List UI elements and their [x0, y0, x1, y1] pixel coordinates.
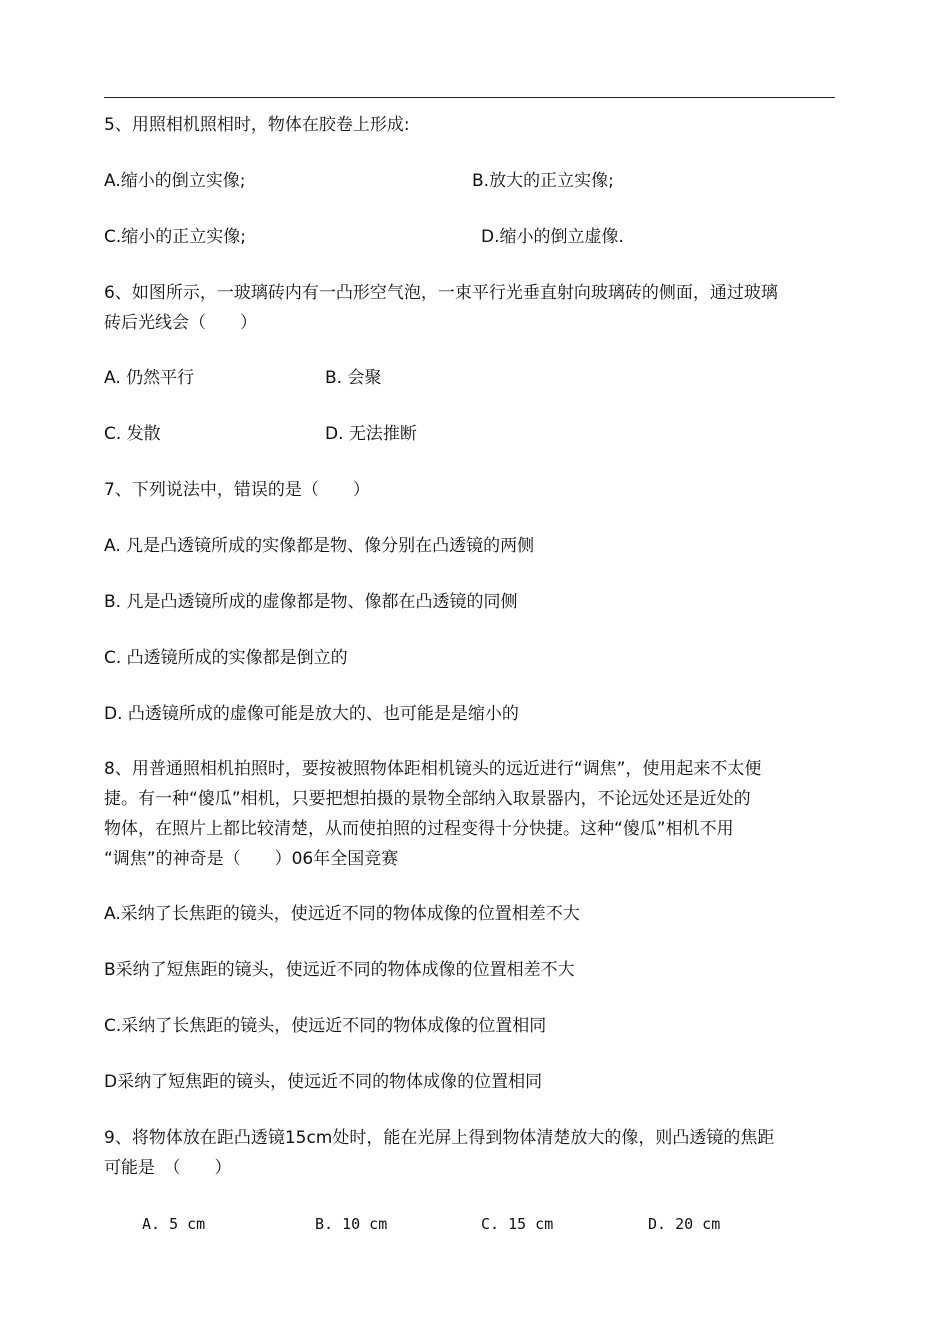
q8-option-d: D采纳了短焦距的镜头，使远近不同的物体成像的位置相同: [104, 1072, 543, 1092]
q8-stem-line2: 捷。有一种“傻瓜”相机，只要把想拍摄的景物全部纳入取景器内，不论远处还是近处的: [104, 789, 751, 809]
q9-option-d: D. 20 cm: [648, 1215, 721, 1233]
q5-option-a: A.缩小的倒立实像;: [104, 171, 246, 191]
q8-option-c: C.采纳了长焦距的镜头，使远近不同的物体成像的位置相同: [104, 1016, 547, 1036]
q6-option-d: D. 无法推断: [325, 424, 417, 444]
q7-stem: 7、下列说法中，错误的是（ ）: [104, 480, 370, 500]
q9-stem-line2: 可能是 （ ）: [104, 1158, 232, 1178]
q7-option-c: C. 凸透镜所成的实像都是倒立的: [104, 648, 348, 668]
q9-option-a: A. 5 cm: [142, 1215, 206, 1233]
q8-stem-line3: 物体，在照片上都比较清楚，从而使拍照的过程变得十分快捷。这种“傻瓜”相机不用: [104, 819, 734, 839]
q8-stem-line1: 8、用普通照相机拍照时，要按被照物体距相机镜头的远近进行“调焦”，使用起来不太便: [104, 759, 762, 779]
q7-option-a: A. 凡是凸透镜所成的实像都是物、像分别在凸透镜的两侧: [104, 536, 535, 556]
q6-option-c: C. 发散: [104, 424, 161, 444]
q9-stem-line1: 9、将物体放在距凸透镜15cm处时，能在光屏上得到物体清楚放大的像，则凸透镜的焦距: [104, 1128, 775, 1148]
q8-option-a: A.采纳了长焦距的镜头，使远近不同的物体成像的位置相差不大: [104, 904, 580, 924]
q5-option-c: C.缩小的正立实像;: [104, 227, 247, 247]
q6-option-a: A. 仍然平行: [104, 368, 195, 388]
q6-option-b: B. 会聚: [325, 368, 382, 388]
q9-option-c: C. 15 cm: [481, 1215, 554, 1233]
q7-option-b: B. 凡是凸透镜所成的虚像都是物、像都在凸透镜的同侧: [104, 592, 518, 612]
q8-option-b: B采纳了短焦距的镜头，使远近不同的物体成像的位置相差不大: [104, 960, 575, 980]
q8-stem-line4: “调焦”的神奇是（ ）06年全国竞赛: [104, 849, 399, 869]
q5-stem: 5、用照相机照相时，物体在胶卷上形成:: [104, 115, 410, 135]
q6-stem-line1: 6、如图所示，一玻璃砖内有一凸形空气泡，一束平行光垂直射向玻璃砖的侧面，通过玻璃: [104, 283, 778, 303]
q9-option-b: B. 10 cm: [315, 1215, 388, 1233]
q5-option-b: B.放大的正立实像;: [472, 171, 614, 191]
header-rule: [104, 97, 835, 98]
q5-option-d: D.缩小的倒立虚像.: [481, 227, 624, 247]
q7-option-d: D. 凸透镜所成的虚像可能是放大的、也可能是是缩小的: [104, 704, 519, 724]
q6-stem-line2: 砖后光线会（ ）: [104, 313, 257, 333]
